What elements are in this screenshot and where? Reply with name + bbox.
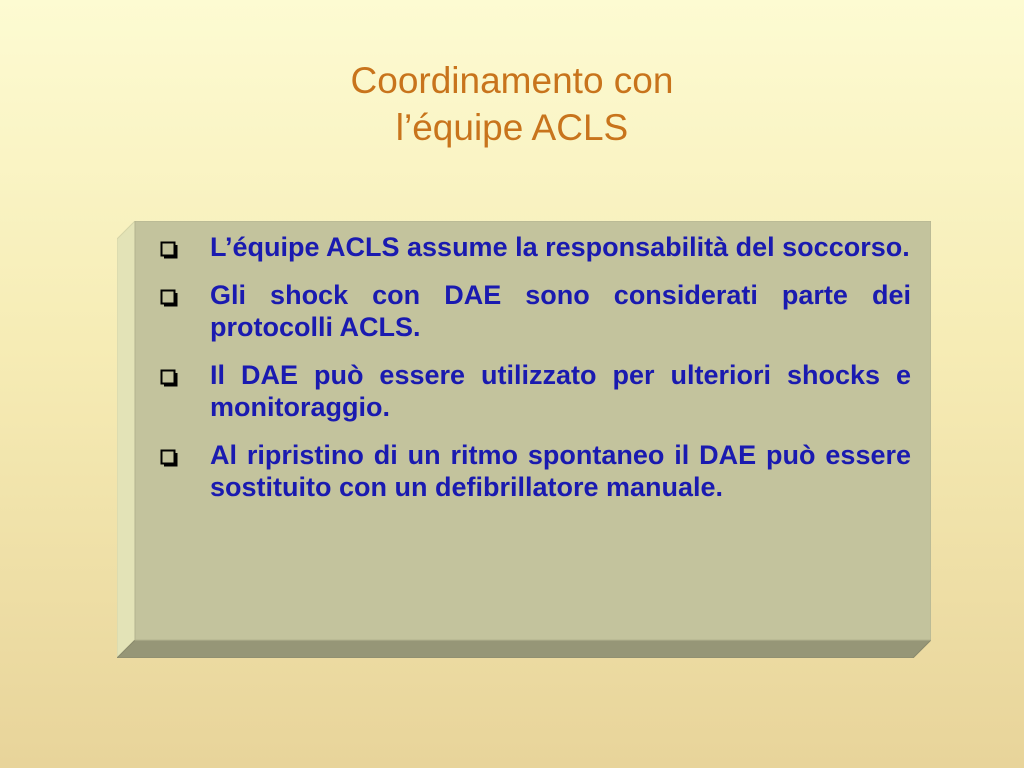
bullet-text: Gli shock con DAE sono considerati parte dei protocolli ACLS. (210, 280, 911, 342)
slide-title-line-2: l’équipe ACLS (395, 107, 629, 148)
bullet-text: Al ripristino di un ritmo spontaneo il DAE può essere sostituito con un defibrillatore manuale. (210, 440, 911, 502)
bullet-item (154, 359, 911, 423)
bullet-item (154, 279, 911, 343)
bullet-item (154, 439, 911, 503)
hollow-square-icon (160, 241, 178, 259)
bullet-text: L’équipe ACLS assume la responsabilità del soccorso. (210, 232, 910, 262)
hollow-square-icon (160, 449, 178, 467)
bullet-text: Il DAE può essere utilizzato per ulteriori shocks e monitoraggio. (210, 360, 911, 422)
slide-title-line-1: Coordinamento con (350, 60, 674, 101)
slide-title (0, 57, 1024, 151)
hollow-square-icon (160, 369, 178, 387)
bullet-item (154, 231, 911, 263)
bullet-list (154, 231, 911, 519)
hollow-square-icon (160, 289, 178, 307)
